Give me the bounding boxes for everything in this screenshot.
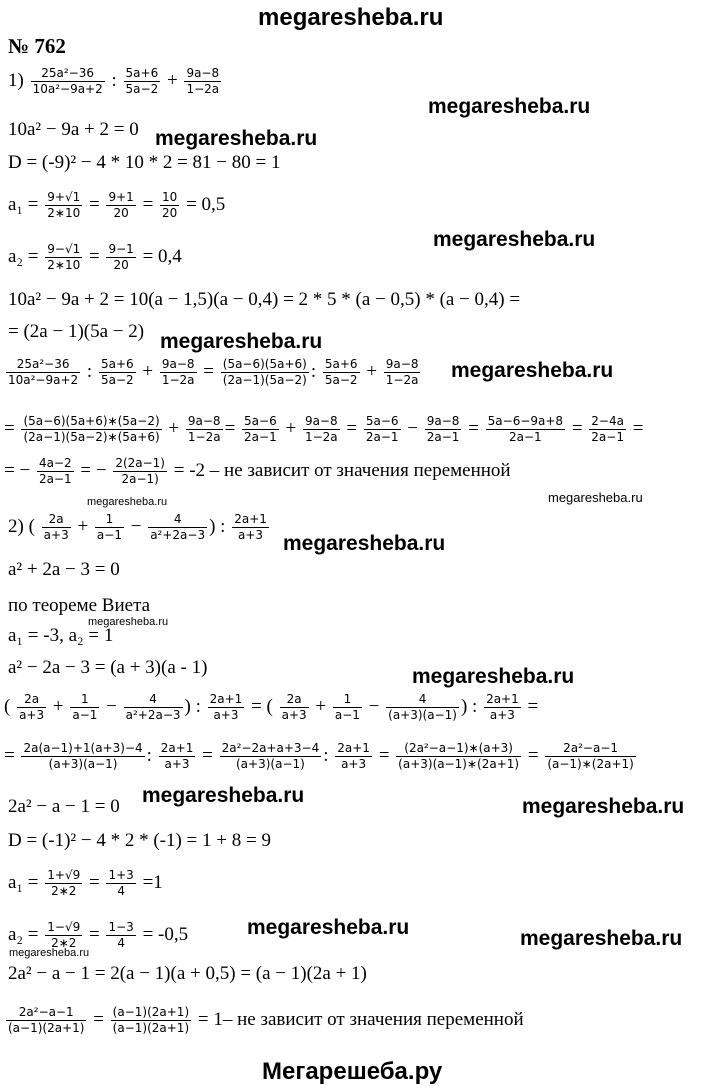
site-footer[interactable]: Мегарешеба.ру xyxy=(262,1058,443,1085)
calc-row-2: = $\frac{(5a-6)(5a+6)∗(5a-2)}{(2a-1)(5a-2)∗(5a+6)}$ + $\frac{9a-8}{1-2a}$ = $\frac{5a-6}{2a-1}$ + $\frac{9a-8}{1-2a}$ = $\frac{5a-6}{2a-1}$ − $\frac{9a-8}{2a-1}$ = $\frac{5a-6-9a+8}{2a-1}$ = $\frac{2-4a}{2a-1}$ = xyxy=(4,414,644,444)
fraction: $\frac{1-√9}{2∗2}$ xyxy=(47,920,81,950)
fraction: $\frac{9a-8}{1-2a}$ xyxy=(187,414,221,444)
fraction: $\frac{9a-8}{2a-1}$ xyxy=(426,414,460,444)
root-a1-line: a₁ = $\frac{1+√9}{2∗2}$ = $\frac{1+3}{4}$ =1 xyxy=(8,868,163,898)
roots-line: a₁ = -3, a₂ = 1 xyxy=(8,625,114,646)
fraction: $\frac{9a-8}{1-2a}$ xyxy=(161,357,195,387)
fraction: $\frac{\text{2a²−2a+a+3−4}}{(a+3)(a-1)}$ xyxy=(221,741,320,771)
fraction: $\frac{4a-2}{2a-1}$ xyxy=(38,456,72,486)
fraction: $\frac{1}{a-1}$ xyxy=(334,692,360,722)
fraction: $\frac{4}{(a+3)(a-1)}$ xyxy=(388,692,457,722)
fraction: $\frac{10}{20}$ xyxy=(162,190,178,220)
watermark: megaresheba.ru xyxy=(428,95,591,118)
equation-line: a² + 2a − 3 = 0 xyxy=(8,559,120,580)
vieta-line: по теореме Виета xyxy=(8,595,151,616)
calc-row-4: ( $\frac{2a}{a+3}$ + $\frac{1}{a-1}$ − $\frac{4}{\text{a²+2a−3}}$ ) : $\frac{2a+1}{a+3}$ = ( $\frac{2a}{a+3}$ + $\frac{1}{a-1}$ − $\frac{4}{(a+3)(a-1)}$ ) : $\frac{2a+1}{a+3}$ = xyxy=(4,692,539,722)
watermark: megaresheba.ru xyxy=(520,927,683,950)
fraction: $\frac{5a+6}{5a-2}$ xyxy=(125,66,159,96)
fraction: $\frac{1+3}{4}$ xyxy=(108,868,134,898)
fraction: $\frac{\text{(2a²−a−1)∗(a+3)}}{(a+3)(a-1)∗(2a+1)}$ xyxy=(398,741,520,771)
fraction: $\frac{\text{25a²−36}}{\text{10a²−9a+2}}$ xyxy=(32,66,103,96)
fraction: $\frac{2a}{a+3}$ xyxy=(281,692,307,722)
site-header[interactable]: megaresheba.ru xyxy=(258,4,444,31)
fraction: $\frac{9a-8}{1-2a}$ xyxy=(304,414,338,444)
fraction: $\frac{(5a-6)(5a+6)∗(5a-2)}{(2a-1)(5a-2)∗(5a+6)}$ xyxy=(23,414,160,444)
fraction: $\frac{4}{\text{a²+2a−3}}$ xyxy=(150,512,206,542)
watermark: megaresheba.ru xyxy=(522,795,685,818)
root-a1-line: a₁ = $\frac{9+√1}{2∗10}$ = $\frac{9+1}{20}$ = $\frac{10}{20}$ = 0,5 xyxy=(8,190,226,220)
fraction: $\frac{(5a-6)(5a+6)}{(2a-1)(5a-2)}$ xyxy=(222,357,307,387)
fraction: $\frac{2(2a-1)}{2a-1)}$ xyxy=(115,456,165,486)
watermark: megaresheba.ru xyxy=(247,916,410,939)
fraction: $\frac{5a-6-9a+8}{2a-1}$ xyxy=(487,414,564,444)
fraction: $\frac{\text{2a²−a−1}}{(a-1)∗(2a+1)}$ xyxy=(547,741,634,771)
fraction: $\frac{(a-1)(2a+1)}{(a-1)(2a+1)}$ xyxy=(112,1005,190,1035)
factorization-line: 2a² − a − 1 = 2(a − 1)(a + 0,5) = (a − 1)(2a + 1) xyxy=(8,963,367,984)
part1-expression: 1) $\frac{\text{25a²−36}}{\text{10a²−9a+2}}$ : $\frac{5a+6}{5a-2}$ + $\frac{9a-8}{1-2a}$ xyxy=(8,66,220,96)
watermark: megaresheba.ru xyxy=(160,330,323,353)
watermark: megaresheba.ru xyxy=(451,359,614,382)
fraction: $\frac{1-3}{4}$ xyxy=(108,920,134,950)
fraction: $\frac{9a-8}{1-2a}$ xyxy=(385,357,419,387)
fraction: $\frac{2a+1}{a+3}$ xyxy=(234,512,267,542)
fraction: $\frac{5a-6}{2a-1}$ xyxy=(365,414,399,444)
fraction: $\frac{2a+1}{a+3}$ xyxy=(486,692,519,722)
fraction: $\frac{2a}{a+3}$ xyxy=(19,692,45,722)
factorization-line: 10a² − 9a + 2 = 10(a − 1,5)(a − 0,4) = 2 * 5 * (a − 0,5) * (a − 0,4) = xyxy=(8,289,521,310)
watermark: megaresheba.ru xyxy=(412,665,575,688)
watermark: megaresheba.ru xyxy=(88,616,169,628)
fraction: $\frac{\text{2a²−a−1}}{(a-1)(2a+1)}$ xyxy=(8,1005,85,1035)
calc-row-5: = $\frac{2a(a-1)+1(a+3)-4}{(a+3)(a-1)}$ : $\frac{2a+1}{a+3}$ = $\frac{\text{2a²−2a+a+3−4}}{(a+3)(a-1)}$ : $\frac{2a+1}{a+3}$ = $\frac{\text{(2a²−a−1)∗(a+3)}}{(a+3)(a-1)∗(2a+1)}$ = $\frac{\text{2a²−a−1}}{(a-1)∗(2a+1)}$ xyxy=(4,741,634,771)
fraction: $\frac{4}{\text{a²+2a−3}}$ xyxy=(125,692,181,722)
fraction: $\frac{\text{25a²−36}}{\text{10a²−9a+2}}$ xyxy=(8,357,79,387)
fraction: $\frac{9+√1}{2∗10}$ xyxy=(47,190,81,220)
equation-line: 2a² − a − 1 = 0 xyxy=(8,796,120,817)
calc-row-1: $\frac{\text{25a²−36}}{\text{10a²−9a+2}}$ : $\frac{5a+6}{5a-2}$ + $\frac{9a-8}{1-2a}$ = $\frac{(5a-6)(5a+6)}{(2a-1)(5a-2)}$ : $\frac{5a+6}{5a-2}$ + $\frac{9a-8}{1-2a}$ xyxy=(8,357,419,387)
root-a2-line: a₂ = $\frac{1-√9}{2∗2}$ = $\frac{1-3}{4}$ = -0,5 xyxy=(8,920,189,950)
calc-row-3: = − $\frac{4a-2}{2a-1}$ = − $\frac{2(2a-1)}{2a-1)}$ = -2 – не зависит от значения переменной xyxy=(4,456,511,486)
equation-line: 10a² − 9a + 2 = 0 xyxy=(8,119,139,140)
fraction: $\frac{2a+1}{a+3}$ xyxy=(337,741,370,771)
discriminant-line: D = (-1)² − 4 * 2 * (-1) = 1 + 8 = 9 xyxy=(8,830,271,851)
problem-number: № 762 xyxy=(8,34,66,58)
root-a2-line: a₂ = $\frac{9-√1}{2∗10}$ = $\frac{9-1}{20}$ = 0,4 xyxy=(8,242,182,272)
watermark: megaresheba.ru xyxy=(155,127,318,150)
fraction: $\frac{5a+6}{5a-2}$ xyxy=(100,357,134,387)
fraction: $\frac{2-4a}{2a-1}$ xyxy=(591,414,624,444)
fraction: $\frac{9+1}{20}$ xyxy=(108,190,134,220)
factorization-line: a² − 2a − 3 = (a + 3)(a - 1) xyxy=(8,657,208,678)
fraction: $\frac{1}{a-1}$ xyxy=(96,512,122,542)
watermark: megaresheba.ru xyxy=(9,947,90,959)
fraction: $\frac{2a+1}{a+3}$ xyxy=(160,741,194,771)
fraction: $\frac{1+√9}{2∗2}$ xyxy=(47,868,81,898)
fraction: $\frac{2a+1}{a+3}$ xyxy=(209,692,243,722)
watermark: megaresheba.ru xyxy=(433,228,596,251)
watermark: megaresheba.ru xyxy=(548,490,643,505)
fraction: $\frac{5a-6}{2a-1}$ xyxy=(244,414,277,444)
discriminant-line: D = (-9)² − 4 * 10 * 2 = 81 − 80 = 1 xyxy=(8,152,281,173)
factorization-line: = (2a − 1)(5a − 2) xyxy=(8,321,145,342)
part2-expression: 2) ( $\frac{2a}{a+3}$ + $\frac{1}{a-1}$ − $\frac{4}{\text{a²+2a−3}}$ ) : $\frac{2a+1}{a+3}$ xyxy=(8,512,267,542)
fraction: $\frac{1}{a-1}$ xyxy=(72,692,98,722)
fraction: $\frac{9a-8}{1-2a}$ xyxy=(186,66,220,96)
fraction: $\frac{2a(a-1)+1(a+3)-4}{(a+3)(a-1)}$ xyxy=(23,741,143,771)
watermark: megaresheba.ru xyxy=(283,532,446,555)
fraction: $\frac{5a+6}{5a-2}$ xyxy=(324,357,358,387)
fraction: $\frac{9-1}{20}$ xyxy=(108,242,134,272)
watermark: megaresheba.ru xyxy=(87,496,168,508)
final-row: $\frac{\text{2a²−a−1}}{(a-1)(2a+1)}$ = $\frac{(a-1)(2a+1)}{(a-1)(2a+1)}$ = 1– не зависит от значения переменной xyxy=(8,1005,524,1035)
fraction: $\frac{9-√1}{2∗10}$ xyxy=(47,242,81,272)
watermark: megaresheba.ru xyxy=(142,784,305,807)
fraction: $\frac{2a}{a+3}$ xyxy=(43,512,69,542)
